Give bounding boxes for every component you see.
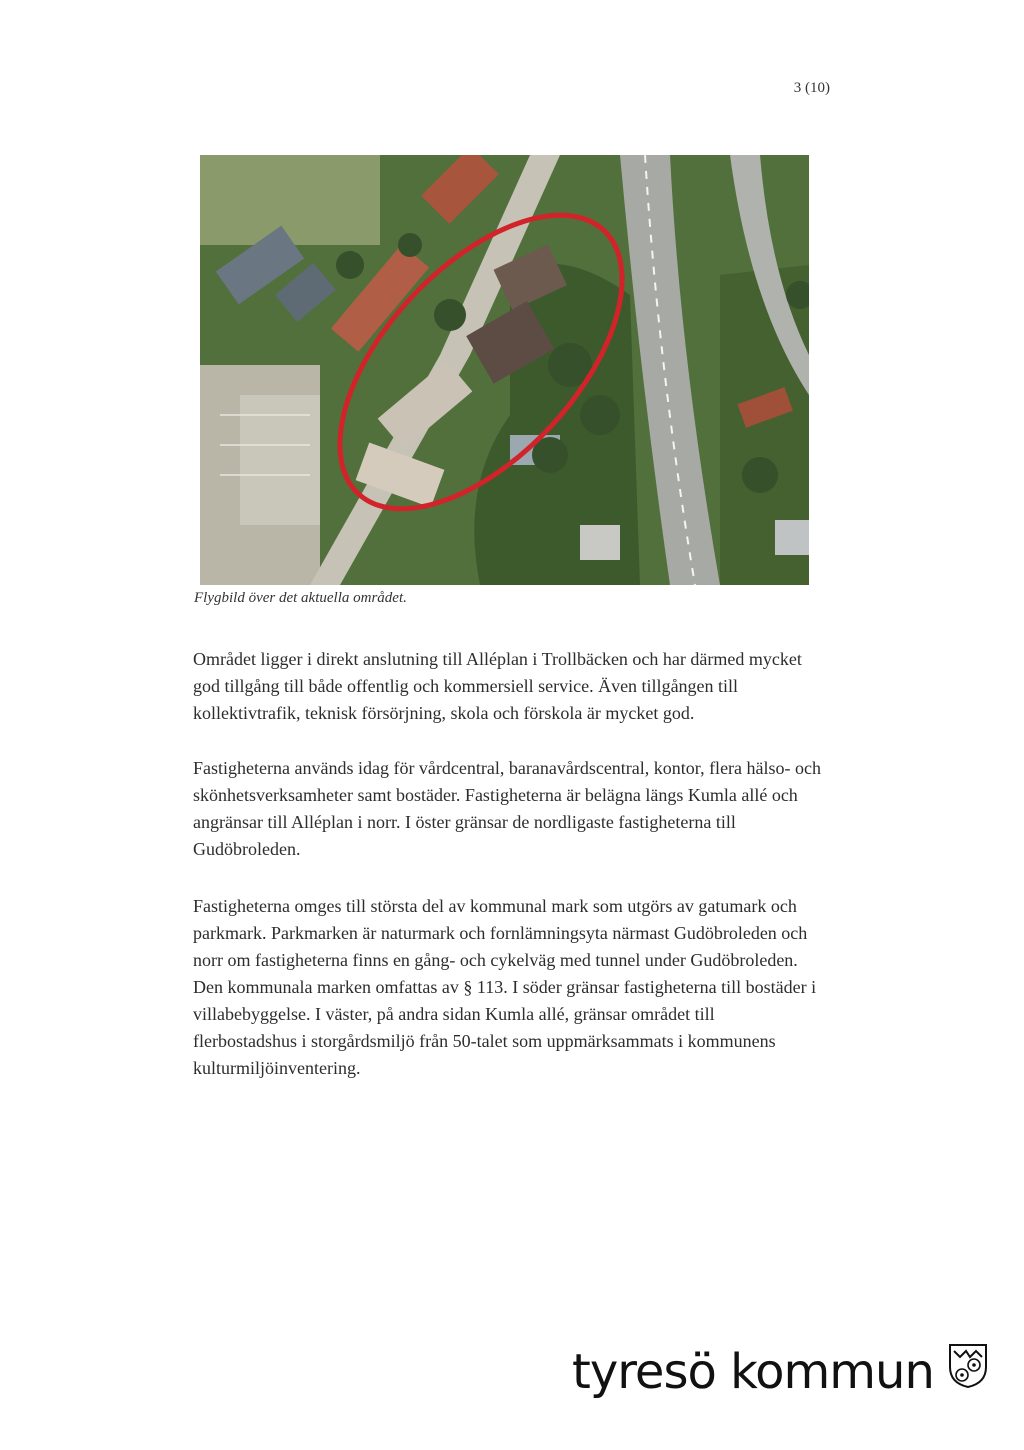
tyreso-kommun-logo	[572, 1340, 988, 1400]
municipal-crest-icon	[948, 1343, 988, 1394]
logo-wordmark: tyresö kommun	[572, 1344, 934, 1400]
paragraph-usage: Fastigheterna används idag för vårdcentral, baranavårdscentral, kontor, flera hälso- och skönhetsverksamheter samt bostäder. Fastigheterna är belägna längs Kumla allé och angränsar till Alléplan i norr. I öster gränsar de nordligaste fastigheterna till Gudöbroleden.	[193, 758, 822, 859]
aerial-photo	[200, 155, 809, 585]
figure-caption: Flygbild över det aktuella området.	[194, 590, 407, 606]
page-number: 3 (10)	[793, 80, 830, 96]
paragraph-location: Området ligger i direkt anslutning till Alléplan i Trollbäcken och har därmed mycket god tillgång till både offentlig och kommersiell service. Även tillgången till kollektivtrafik, teknisk försörjning, skola och förskola är mycket god.	[193, 649, 802, 723]
paragraph-surroundings: Fastigheterna omges till största del av kommunal mark som utgörs av gatumark och parkmark. Parkmarken är naturmark och fornlämningsyta närmast Gudöbroleden och norr om fastigheterna finns en gång- och cykelväg med tunnel under Gudöbroleden. Den kommunala marken omfattas av § 113. I söder gränsar fastigheterna till bostäder i villabebyggelse. I väster, på andra sidan Kumla allé, gränsar området till flerbostadshus i storgårdsmiljö från 50-talet som uppmärksammats i kommunens kulturmiljöinventering.	[193, 896, 817, 1078]
